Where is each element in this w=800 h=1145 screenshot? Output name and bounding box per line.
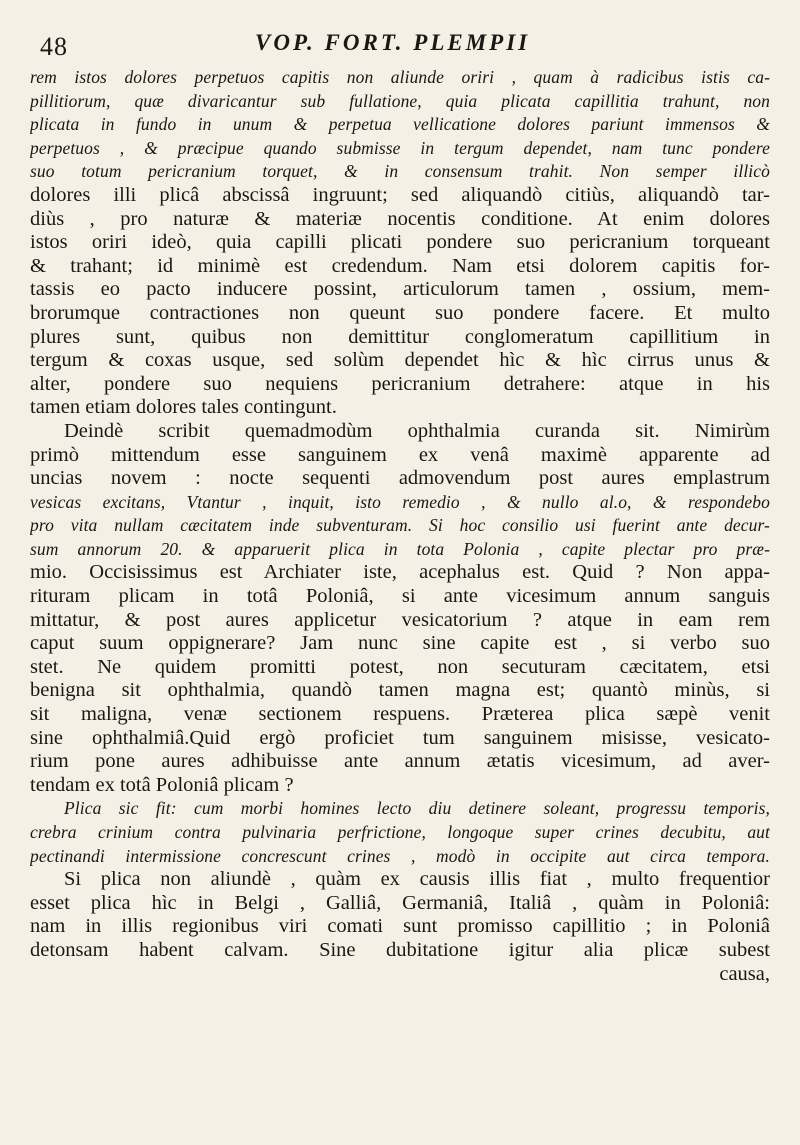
page-number: 48: [40, 32, 68, 61]
text-line: pillitiorum, quæ divaricantur sub fullatione, quia plicata capillitia trahunt, non: [30, 90, 770, 111]
text-line: Si plica non aliundè , quàm ex causis illis fiat , multo frequentior: [64, 868, 770, 891]
body-text: [30, 66, 770, 986]
text-line: & trahant; id minimè est credendum. Nam etsi dolorem capitis for-: [30, 254, 770, 277]
text-line: plures sunt, quibus non demittitur conglomeratum capillitium in: [30, 325, 770, 348]
text-line: pectinandi intermissione concrescunt crines , modò in occipite aut circa tempora.: [30, 845, 770, 866]
text-line: benigna sit ophthalmia, quandò tamen magna est; quantò minùs, si: [30, 679, 770, 702]
text-line: primò mittendum esse sanguinem ex venâ maximè apparente ad: [30, 443, 770, 466]
text-line: caput suum oppignerare? Jam nunc sine capite est , si verbo suo: [30, 632, 770, 655]
text-line: tendam ex totâ Poloniâ plicam ?: [30, 773, 294, 796]
text-line: vesicas excitans, Vtantur , inquit, isto remedio , & nullo al.o, & respondebo: [30, 491, 770, 512]
text-line: esset plica hìc in Belgi , Galliâ, Germaniâ, Italiâ , quàm in Poloniâ:: [30, 891, 770, 914]
text-line: dolores illi plicâ abscissâ ingruunt; sed aliquandò citiùs, aliquandò tar-: [30, 183, 770, 206]
text-line: tassis eo pacto inducere possint, articulorum tamen , ossium, mem-: [30, 278, 770, 301]
text-line: tergum & coxas usque, sed solùm dependet hìc & hìc cirrus unus &: [30, 349, 770, 372]
text-line: nam in illis regionibus viri comati sunt promisso capillitio ; in Poloniâ: [30, 915, 770, 938]
text-line: suo totum pericranium torquet, & in consensum trahit. Non semper illicò: [30, 161, 770, 182]
running-head: VOP. FORT. PLEMPII: [255, 30, 531, 55]
text-line: causa,: [719, 962, 770, 985]
text-line: tamen etiam dolores tales contingunt.: [30, 396, 337, 419]
text-line: mio. Occisissimus est Archiater iste, acephalus est. Quid ? Non appa-: [30, 561, 770, 584]
text-line: uncias novem : nocte sequenti admovendum post aures emplastrum: [30, 467, 770, 490]
text-line: Plica sic fit: cum morbi homines lecto diu detinere soleant, progressu temporis,: [64, 798, 770, 819]
text-line: Deindè scribit quemadmodùm ophthalmia curanda sit. Nimirùm: [64, 419, 770, 442]
text-line: brorumque contractiones non queunt suo pondere facere. Et multo: [30, 301, 770, 324]
text-line: stet. Ne quidem promitti potest, non secuturam cæcitatem, etsi: [30, 655, 770, 678]
page-header: [40, 30, 760, 60]
text-line: rituram plicam in totâ Poloniâ, si ante vicesimum annum sanguis: [30, 585, 770, 608]
text-line: diùs , pro naturæ & materiæ nocentis conditione. At enim dolores: [30, 207, 770, 230]
text-line: perpetuos , & præcipue quando submisse in tergum dependet, nam tunc pondere: [30, 137, 770, 158]
text-line: plicata in fundo in unum & perpetua vellicatione dolores pariunt immensos &: [30, 114, 770, 135]
text-line: mittatur, & post aures applicetur vesicatorium ? atque in eam rem: [30, 608, 770, 631]
text-line: pro vita nullam cæcitatem inde subventuram. Si hoc consilio usi fuerint ante decur-: [30, 515, 770, 536]
text-line: crebra crinium contra pulvinaria perfrictione, longoque super crines decubitu, aut: [30, 822, 770, 842]
text-line: istos oriri ideò, quia capilli plicati pondere suo pericranium torqueant: [30, 231, 770, 254]
text-line: alter, pondere suo nequiens pericranium detrahere: atque in his: [30, 372, 770, 395]
text-line: sum annorum 20. & apparuerit plica in tota Polonia , capite plectar pro præ-: [30, 538, 770, 559]
text-line: sine ophthalmiâ.Quid ergò proficiet tum sanguinem misisse, vesicato-: [30, 726, 770, 749]
text-line: rium pone aures adhibuisse ante annum ætatis vicesimum, ad aver-: [30, 750, 770, 773]
text-line: detonsam habent calvam. Sine dubitatione igitur alia plicæ subest: [30, 938, 770, 961]
text-line: rem istos dolores perpetuos capitis non aliunde oriri , quam à radicibus istis ca-: [30, 67, 770, 87]
text-line: sit maligna, venæ sectionem respuens. Præterea plica sæpè venit: [30, 703, 770, 726]
